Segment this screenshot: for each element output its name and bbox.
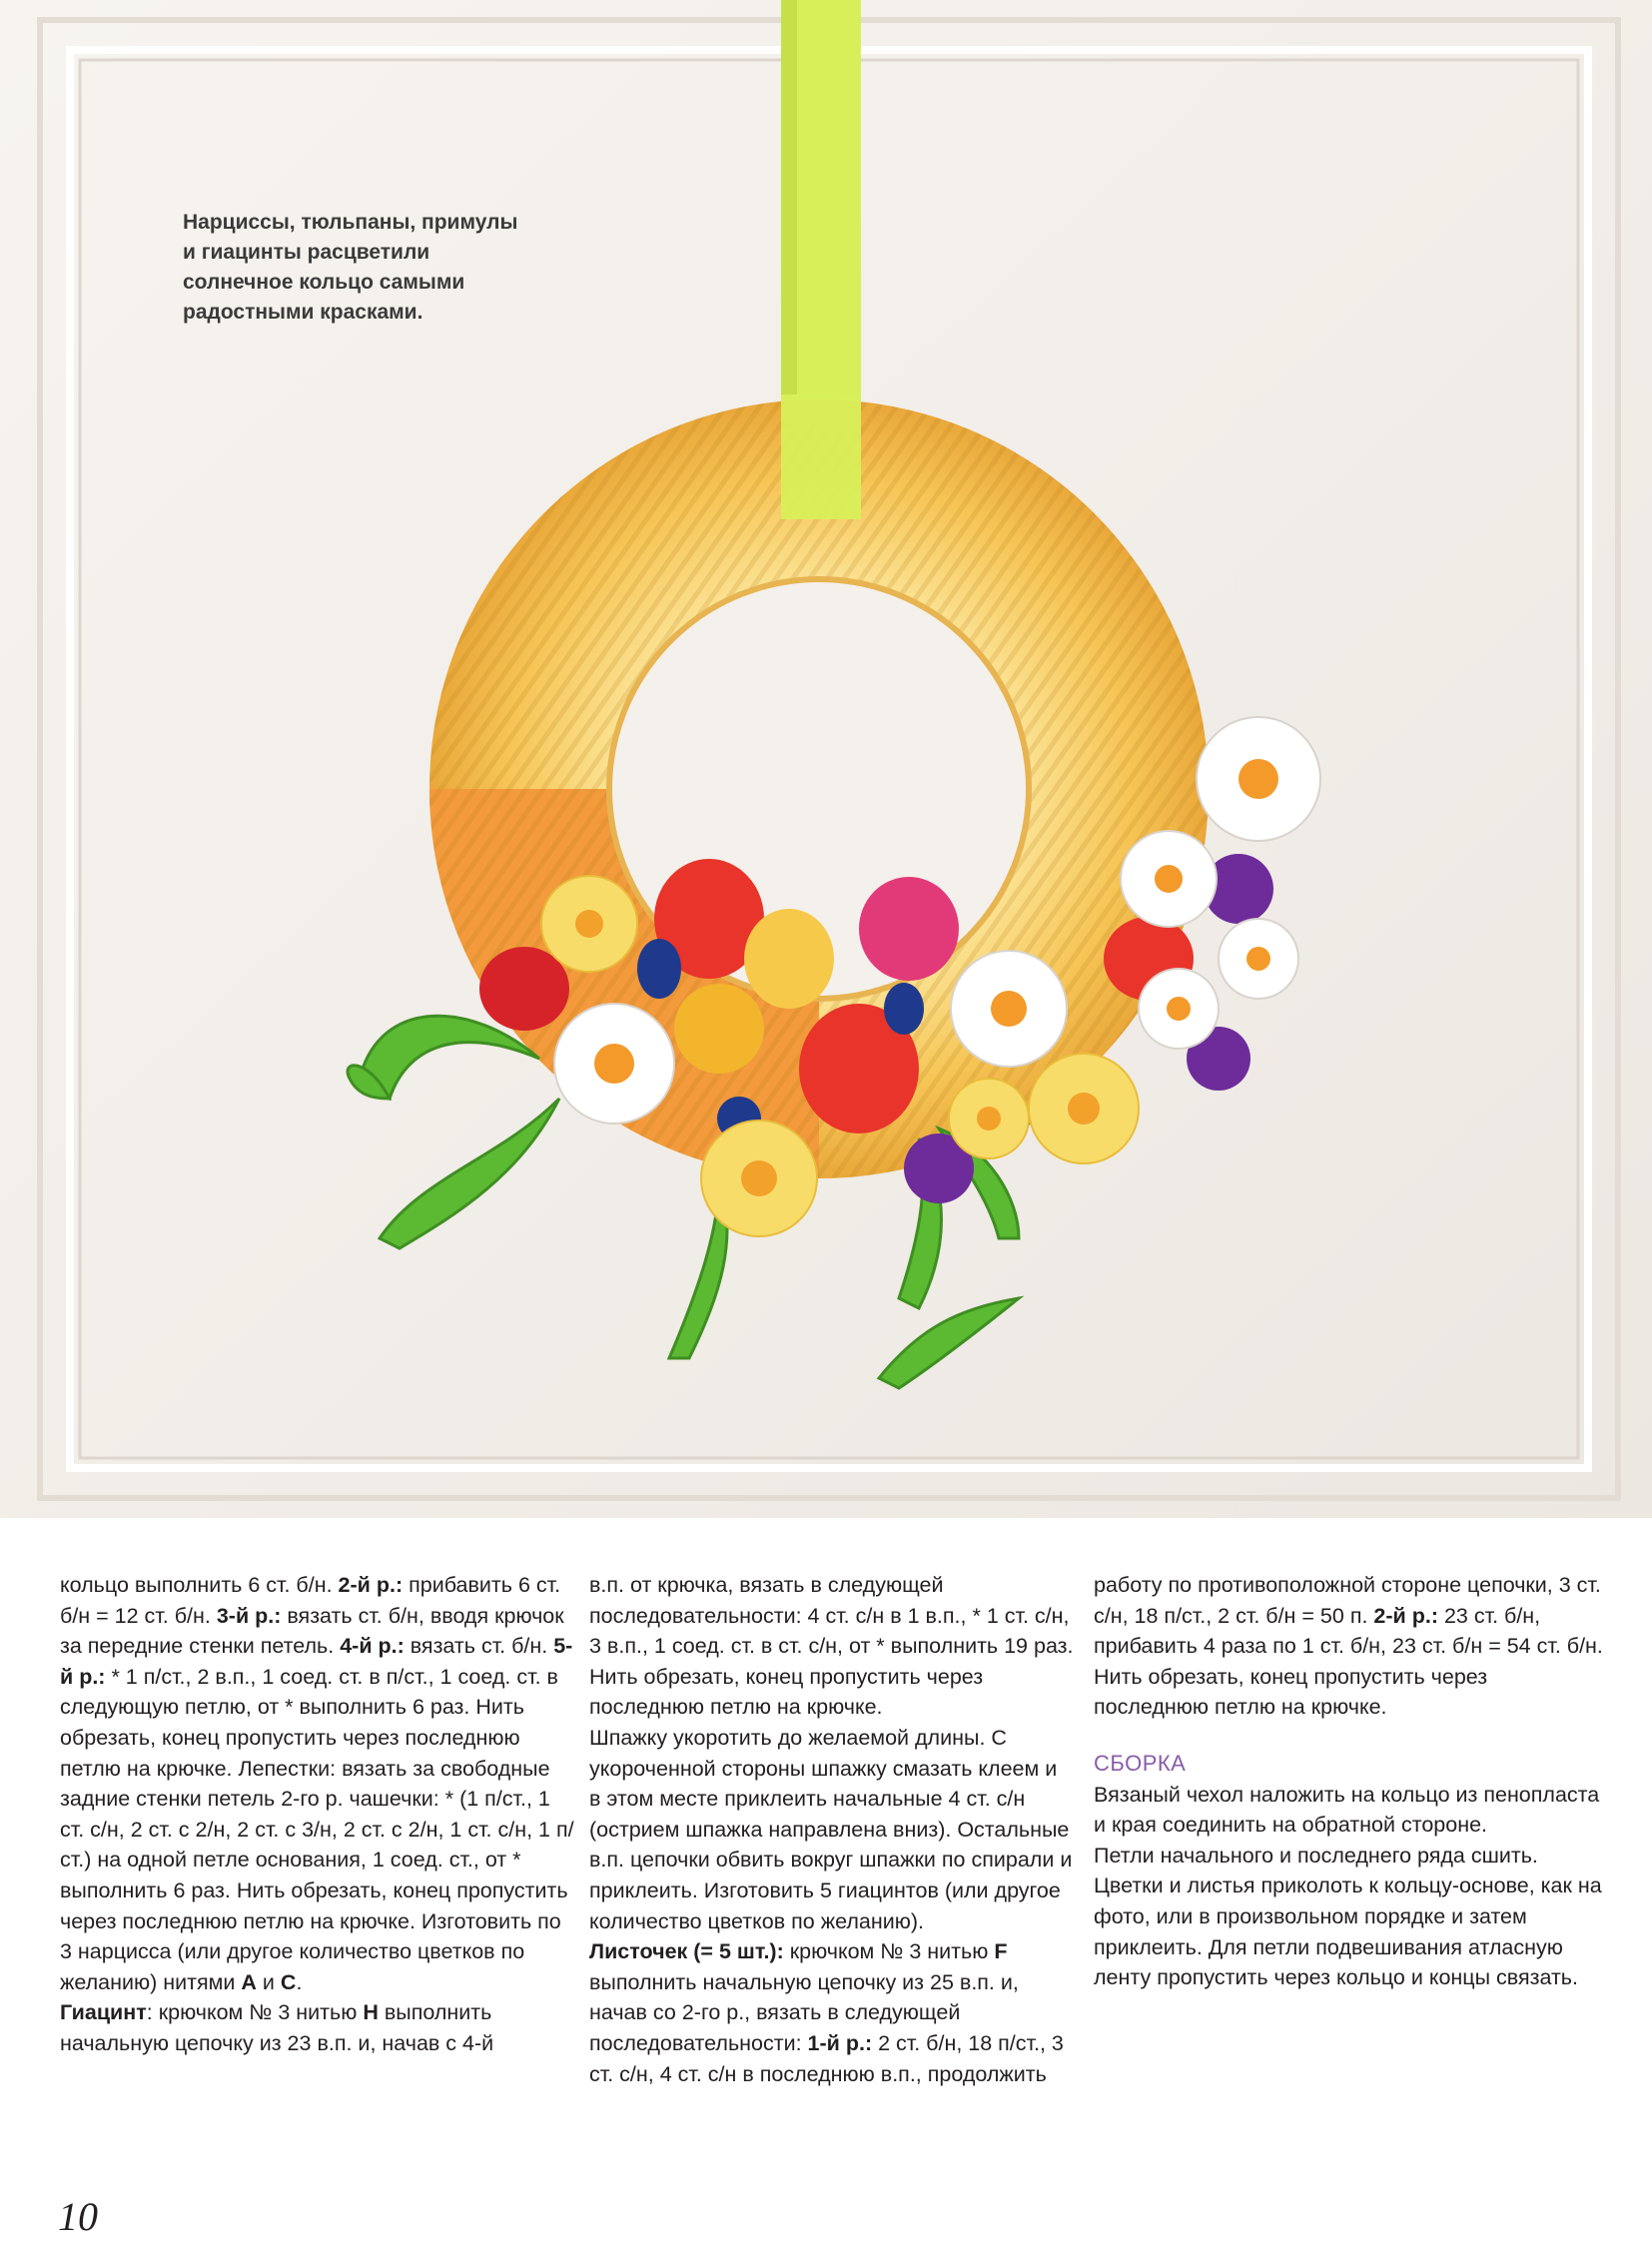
- photo-caption: Нарциссы, тюльпаны, примулы и гиацинты расцветили солнечное кольцо самыми радостными красками.: [183, 211, 518, 324]
- text-run: Шпажку укоротить до желаемой длины. С укороченной стороны шпажку смазать клеем и в этом месте приклеить начальные 4 ст. с/н (острием шпажка направлена вниз). Остальные в.п. цепочки обвить вокруг шпажки по спирали и приклеить. Изготовить 5 гиацинтов (или другое количество цветков по желанию).: [589, 1725, 1073, 1933]
- bold-term: 3-й р.:: [216, 1603, 282, 1628]
- text-run: .: [296, 1969, 303, 1994]
- text-column-1: [60, 1570, 574, 2059]
- bold-term: 4-й р.:: [340, 1634, 405, 1659]
- text-run: работу по противоположной стороне цепочки, 3 ст. с/н, 18 п/ст., 2 ст. б/н = 50 п.: [1094, 1573, 1601, 1628]
- text-run: 2 ст. б/н, 18 п/ст., 3 ст. с/н, 4 ст. с/н в последнюю в.п., продолжить: [589, 2030, 1064, 2086]
- col2-paragraph-1: [589, 1570, 1074, 1723]
- text-run: Вязаный чехол наложить на кольцо из пенопласта и края соединить на обратной стороне.: [1094, 1782, 1600, 1838]
- text-column-2: [589, 1570, 1074, 2089]
- col1-paragraph-2: [60, 1997, 574, 2058]
- text-run: Петли начального и последнего ряда сшить. Цветки и листья приколоть к кольцу-основе, как на фото, или в произвольном порядке и затем приклеить. Для петли подвешивания атласную ленту пропустить через кольцо и концы связать.: [1094, 1843, 1602, 1990]
- bold-term: Листочек (= 5 шт.):: [589, 1939, 784, 1964]
- text-run: выполнить начальную цепочку из 23 в.п. и, начав с 4-й: [60, 2000, 494, 2055]
- page-number: 10: [58, 2194, 98, 2239]
- col3_bottom-paragraph-2: [1094, 1841, 1603, 1993]
- bold-term: Гиацинт: [60, 2000, 147, 2025]
- bold-term: Н: [363, 2000, 379, 2025]
- text-run: вязать ст. б/н, вводя крючок за передние стенки петель.: [60, 1603, 564, 1659]
- bold-term: 1-й р.:: [807, 2030, 873, 2055]
- col3_bottom-paragraph-1: [1094, 1780, 1603, 1841]
- bold-term: F: [994, 1939, 1008, 1964]
- col1-paragraph-1: [60, 1570, 574, 1997]
- bold-term: 5-й р.:: [60, 1634, 573, 1689]
- bold-term: А: [241, 1969, 257, 1994]
- col2-paragraph-2: [589, 1723, 1074, 1936]
- col3_top-paragraph-1: [1094, 1570, 1603, 1723]
- text-run: прибавить 6 ст. б/н = 12 ст. б/н.: [60, 1573, 561, 1628]
- text-run: и: [256, 1969, 281, 1994]
- text-run: вязать ст. б/н.: [404, 1634, 554, 1659]
- text-run: 23 ст. б/н, прибавить 4 раза по 1 ст. б/н, 23 ст. б/н = 54 ст. б/н. Нить обрезать, конец пропустить через последнюю петлю на крючке.: [1094, 1603, 1603, 1720]
- bold-term: 2-й р.:: [1373, 1603, 1438, 1628]
- col2-paragraph-3: [589, 1936, 1074, 2089]
- text-run: крючком № 3 нитью: [783, 1939, 995, 1964]
- text-column-3-top: [1094, 1570, 1603, 1723]
- bold-term: С: [280, 1969, 297, 1994]
- text-column-3: [1094, 1570, 1603, 1993]
- text-run: : крючком № 3 нитью: [146, 2000, 364, 2025]
- text-run: в.п. от крючка, вязать в следующей последовательности: 4 ст. с/н в 1 в.п., * 1 ст. с/н, 3 в.п., 1 соед. ст. в ст. с/н, от * выполнить 19 раз. Нить обрезать, конец пропустить через последнюю петлю на крючке.: [589, 1573, 1074, 1720]
- text-run: выполнить начальную цепочку из 25 в.п. и, начав со 2-го р., вязать в следующей последовательности:: [589, 1969, 1019, 2055]
- bold-term: 2-й р.:: [338, 1573, 404, 1597]
- text-column-3-bottom: [1094, 1780, 1603, 1993]
- text-run: * 1 п/ст., 2 в.п., 1 соед. ст. в п/ст., 1 соед. ст. в следующую петлю, от * выполнить 6 раз. Нить обрезать, конец пропустить через последнюю петлю на крючке. Лепестки: вязать за свободные задние стенки петель 2-го р. чашечки: * (1 п/ст., 1 ст. с/н, 2 ст. с 2/н, 2 ст. с 3/н, 2 ст. с 2/н, 1 ст. с/н, 1 п/ст.) на одной петле основания, 1 соед. ст., от * выполнить 6 раз. Нить обрезать, конец пропустить через последнюю петлю на крючке. Изготовить по 3 нарцисса (или другое количество цветков по желанию) нитями: [60, 1664, 574, 1994]
- section-heading-assembly: СБОРКА: [1094, 1750, 1187, 1776]
- text-run: кольцо выполнить 6 ст. б/н.: [60, 1573, 339, 1597]
